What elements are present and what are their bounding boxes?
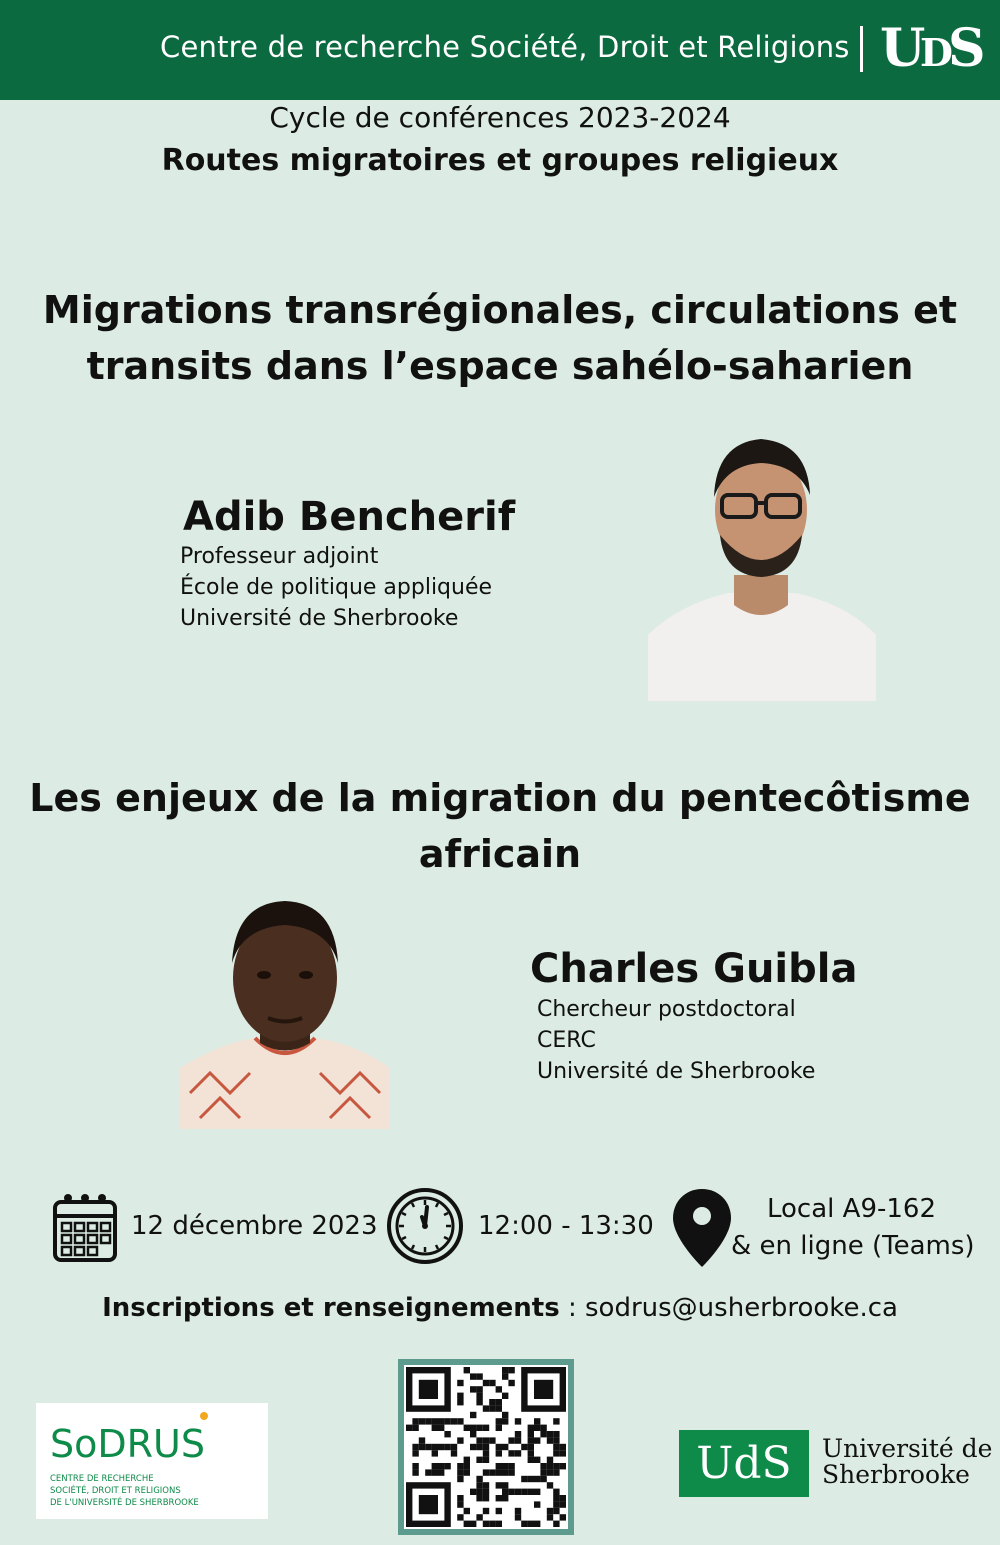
- speaker1-name: Adib Bencherif: [183, 494, 516, 540]
- uds-name-line1: Université de: [822, 1434, 993, 1463]
- map-pin-icon: [671, 1187, 733, 1273]
- talk1-title: [0, 282, 1000, 394]
- svg-text:D: D: [920, 30, 952, 75]
- sodrus-sub2: SOCIÉTÉ, DROIT ET RELIGIONS: [50, 1486, 181, 1496]
- uds-name-line2: Sherbrooke: [822, 1460, 970, 1489]
- contact-separator: :: [559, 1293, 586, 1323]
- sodrus-logo: [36, 1403, 268, 1519]
- event-location-line2: & en ligne (Teams): [731, 1231, 975, 1261]
- speaker2-university: Université de Sherbrooke: [537, 1059, 816, 1084]
- event-location-line1: Local A9-162: [767, 1194, 936, 1224]
- talk1-title-line2: transits dans l’espace sahélo-saharien: [86, 344, 914, 388]
- talk1-title-line1: Migrations transrégionales, circulations et: [42, 288, 958, 332]
- sodrus-logo-text: SoDRUS: [50, 1422, 205, 1466]
- header-divider: [860, 26, 863, 72]
- event-time: 12:00 - 13:30: [478, 1211, 654, 1241]
- speaker1-dept: École de politique appliquée: [180, 575, 493, 600]
- header-banner: [0, 0, 1000, 100]
- contact-label: Inscriptions et renseignements: [102, 1293, 560, 1323]
- clock-icon: [386, 1187, 464, 1269]
- speaker2-name: Charles Guibla: [530, 946, 858, 992]
- speaker2-photo: [180, 893, 390, 1129]
- speaker2-dept: CERC: [537, 1028, 596, 1053]
- sodrus-sub1: CENTRE DE RECHERCHE: [50, 1474, 154, 1484]
- contact-line: [0, 1293, 1000, 1323]
- svg-text:U: U: [880, 18, 925, 78]
- header-title: Centre de recherche Société, Droit et Religions: [160, 30, 850, 64]
- speaker1-photo: [648, 425, 876, 701]
- uds-logo-graphic: [880, 18, 990, 78]
- speaker1-university: Université de Sherbrooke: [180, 606, 459, 631]
- talk2-title: [0, 770, 1000, 882]
- talk2-title-line2: africain: [418, 832, 582, 876]
- uds-footer-logo: UdS: [679, 1430, 809, 1497]
- speaker2-role: Chercheur postdoctoral: [537, 997, 796, 1022]
- speaker1-role: Professeur adjoint: [180, 544, 379, 569]
- event-date: 12 décembre 2023: [131, 1211, 378, 1241]
- calendar-icon: [52, 1192, 118, 1268]
- svg-text:S: S: [948, 18, 985, 78]
- contact-email-link[interactable]: sodrus@usherbrooke.ca: [585, 1293, 898, 1323]
- sodrus-sub3: DE L'UNIVERSITÉ DE SHERBROOKE: [50, 1498, 199, 1508]
- theme-title: Routes migratoires et groupes religieux: [161, 143, 839, 178]
- uds-header-logo: [880, 18, 990, 91]
- cycle-label: Cycle de conférences 2023-2024: [269, 101, 731, 134]
- talk2-title-line1: Les enjeux de la migration du pentecôtisme: [29, 776, 971, 820]
- qr-code[interactable]: [398, 1359, 574, 1535]
- uds-name: [822, 1436, 992, 1488]
